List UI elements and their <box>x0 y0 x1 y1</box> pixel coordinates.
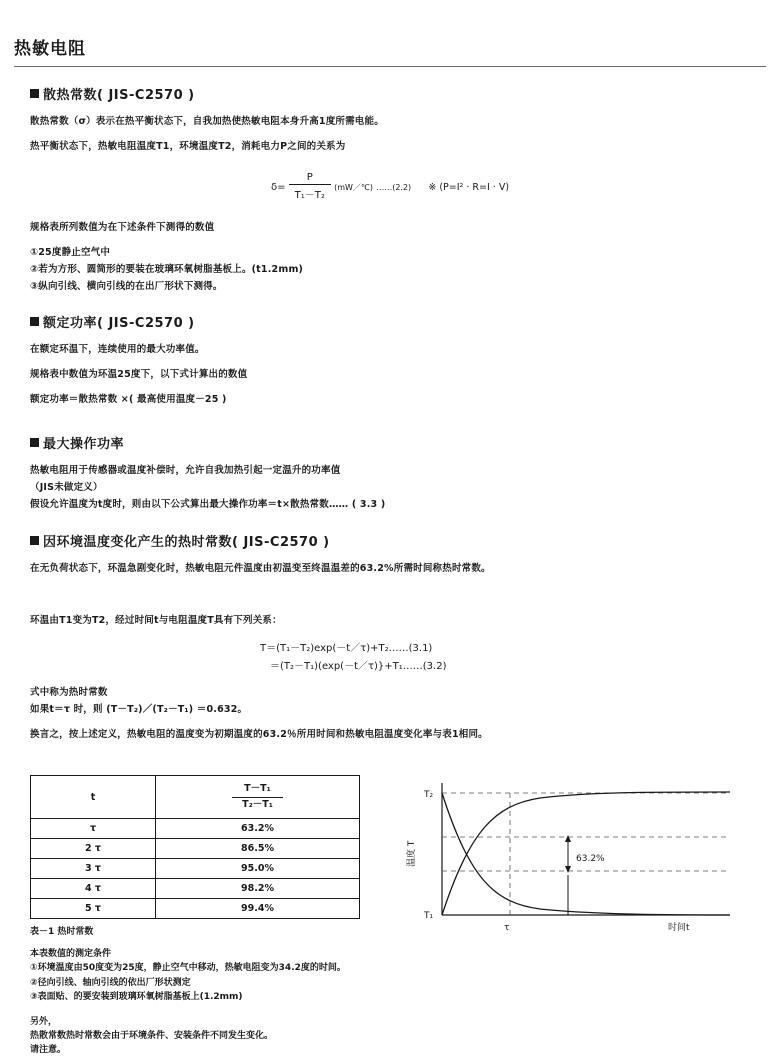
paragraph-maxpower-2: （JIS未做定义） <box>30 482 103 494</box>
note-line: ②径向引线、轴向引线的依出厂形状测定 <box>30 977 191 988</box>
table-header-ratio <box>156 776 360 819</box>
paragraph-ttc-tail-3: 换言之，按上述定义，热敏电阻的温度变为初期温度的63.2％所用时间和热敏电阻温度变化率与表1相同。 <box>30 728 488 740</box>
table-row <box>31 839 360 859</box>
formula-lhs: δ= <box>270 181 286 193</box>
formula-denominator: T₁－T₂ <box>294 190 325 202</box>
paragraph-dissipation-cond-0: 规格表所列数值为在下述条件下测得的数值 <box>30 222 215 234</box>
equation-3-2: ＝(T₂－T₁)(exp(－t／τ)}+T₁……(3.2) <box>270 661 447 673</box>
table-caption: 表－1 热时常数 <box>30 927 94 937</box>
paragraph-dissipation-cond-3: ③纵向引线、横向引线的在出厂形状下测得。 <box>30 280 223 292</box>
formula-numerator: P <box>289 172 331 185</box>
paragraph-rated-2: 规格表中数值为环温25度下，以下式计算出的数值 <box>30 369 248 381</box>
table-row <box>31 879 360 899</box>
chart-annotation-label: 63.2% <box>576 854 605 864</box>
paragraph-ttc-relation: 环温由T1变为T2，经过时间t与电阻温度T具有下列关系： <box>30 615 282 627</box>
cell-value: 86.5% <box>156 839 360 859</box>
cell-t: τ <box>31 819 156 839</box>
formula-dissipation <box>30 172 750 201</box>
cell-t: 4 τ <box>31 879 156 899</box>
note-line: ①环境温度由50度变为25度，静止空气中移动，热敏电阻变为34.2度的时间。 <box>30 963 346 974</box>
note-line: 另外， <box>30 1016 58 1027</box>
formula-note: ※ (P=I² · R=I · V) <box>428 181 510 193</box>
title-divider <box>14 66 766 67</box>
chart-arrow-up <box>565 835 571 842</box>
formula-fraction <box>289 172 331 201</box>
chart-xlabel: 时间t <box>668 923 690 933</box>
paragraph-rated-1: 在额定环温下，连续使用的最大功率值。 <box>30 344 205 356</box>
cell-value: 95.0% <box>156 859 360 879</box>
cell-t: 2 τ <box>31 839 156 859</box>
chart-ylabel: 温度 T <box>407 840 417 867</box>
paragraph-ttc-1: 在无负荷状态下，环温急剧变化时，热敏电阻元件温度由初温变至终温温差的63.2%所需时间称热时常数。 <box>30 562 491 574</box>
cell-value: 63.2% <box>156 819 360 839</box>
bullet-square-icon <box>30 438 39 447</box>
paragraph-ttc-tail-2: 如果t＝τ 时，则 (T－T₂)／(T₂－T₁) ＝0.632。 <box>30 703 248 715</box>
note-line: 本表数值的测定条件 <box>30 949 112 959</box>
chart-xtick-tau: τ <box>504 923 510 933</box>
section-heading-max-operating-power: 最大操作功率 <box>30 433 750 452</box>
cell-t: 3 τ <box>31 859 156 879</box>
paragraph-maxpower-1: 热敏电阻用于传感器或温度补偿时，允许自我加热引起一定温升的功率值 <box>30 465 341 477</box>
paragraph-dissipation-2: 热平衡状态下，热敏电阻温度T1，环境温度T2，消耗电力P之间的关系为 <box>30 140 346 152</box>
note-line: 热散常数热时常数会由于环境条件、安装条件不同发生变化。 <box>30 1030 274 1041</box>
table-header-ratio-den: T₂－T₁ <box>242 798 273 810</box>
paragraph-dissipation-cond-2: ②若为方形、圆筒形的要装在玻璃环氧树脂基板上。(t1.2mm) <box>30 263 304 275</box>
note-line: 请注意。 <box>30 1045 67 1056</box>
table-row <box>31 899 360 919</box>
table-header-t: t <box>31 776 156 819</box>
page-title: 热敏电阻 <box>14 39 86 59</box>
paragraph-maxpower-3: 假设允许温度为t度时，则由以下公式算出最大操作功率＝t×散热常数…… ( 3.3 ) <box>30 498 386 510</box>
chart-ylabel-t2: T₂ <box>424 790 434 800</box>
paragraph-dissipation-1: 散热常数（σ）表示在热平衡状态下，自我加热使热敏电阻本身升高1度所需电能。 <box>30 116 384 127</box>
formula-number: ……(2.2) <box>376 182 412 192</box>
paragraph-ttc-tail-1: 式中称为热时常数 <box>30 687 108 699</box>
paragraph-rated-3: 额定功率＝散热常数 ×( 最高使用温度－25 ) <box>30 393 227 405</box>
table-header-ratio-num: T－T₁ <box>232 783 283 797</box>
chart-ylabel-t1: T₁ <box>424 911 434 921</box>
section-heading-dissipation: 散热常数( JIS-C2570 ) <box>30 84 750 103</box>
document-content <box>30 84 750 752</box>
notes-block <box>30 947 755 1058</box>
table-row <box>31 819 360 839</box>
formula-unit: (mW／℃) <box>334 182 374 192</box>
bullet-square-icon <box>30 89 39 98</box>
bullet-square-icon <box>30 536 39 545</box>
note-line: ③表面贴、的要安装到玻璃环氧树脂基板上(1.2mm) <box>30 992 243 1003</box>
cell-value: 99.4% <box>156 899 360 919</box>
equation-group-ttc <box>260 639 750 672</box>
equation-3-1: T＝(T₁－T₂)exp(－t／τ)+T₂……(3.1) <box>260 643 433 655</box>
cell-value: 98.2% <box>156 879 360 899</box>
cell-t: 5 τ <box>31 899 156 919</box>
bullet-square-icon <box>30 317 39 326</box>
chart-arrow-down <box>565 866 571 873</box>
section-heading-rated-power: 额定功率( JIS-C2570 ) <box>30 312 750 331</box>
table-row <box>31 859 360 879</box>
thermal-response-chart <box>400 775 755 935</box>
paragraph-dissipation-cond-1: ①25度静止空气中 <box>30 247 111 259</box>
thermal-time-constant-table <box>30 775 360 919</box>
section-heading-thermal-time-constant: 因环境温度变化产生的热时常数( JIS-C2570 ) <box>30 531 750 550</box>
table-header-row <box>31 776 360 819</box>
chart-svg <box>400 775 755 940</box>
